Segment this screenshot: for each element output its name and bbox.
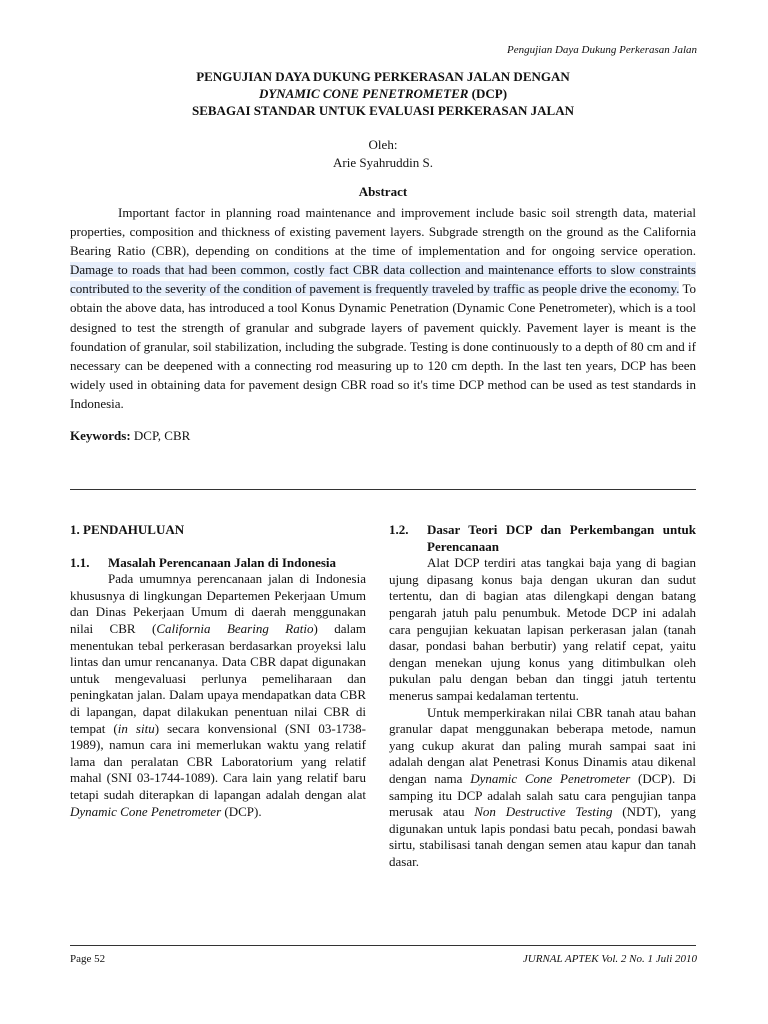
title-line-1: PENGUJIAN DAYA DUKUNG PERKERASAN JALAN DENGAN [196, 69, 570, 84]
paragraph [70, 571, 366, 820]
paper-title [70, 68, 696, 119]
keywords-label: Keywords: [70, 428, 131, 443]
running-header: Pengujian Daya Dukung Perkerasan Jalan [506, 44, 697, 56]
abstract-highlighted-text[interactable]: Damage to roads that had been common, costly fact CBR data collection and maintenance efforts to slow constraints contributed to the severity of the condition of pavement is frequently traveled by traffic as people drive the economy. [70, 262, 696, 297]
subsection-title: Masalah Perencanaan Jalan di Indonesia [108, 554, 337, 570]
author-block [70, 136, 696, 172]
text-run: ) secara konvensional (SNI 03-1738-1989), namun cara ini memerlukan waktu yang relatif lama dan peralatan CBR Laboratorium yang relatif mahal (SNI 03-1744-1089). Cara lain yang relatif baru tetapi sudah diterapkan di lapangan adalah dengan alat [70, 720, 366, 802]
subsection-number: 1.1. [70, 554, 90, 570]
subsection-heading-1-1 [70, 555, 366, 572]
keywords-value: DCP, CBR [130, 428, 191, 443]
abstract-part-1: Important factor in planning road maintenance and improvement include basic soil strength data, material properties, composition and thickness of existing pavement layers. Subgrade strength on the ground as the California Bearing Ratio (CBR), depending on conditions at the time of implementation and for ongoing service operation. [70, 205, 696, 259]
italic-run: Non Destructive Testing [474, 804, 613, 820]
italic-run: Dynamic Cone Penetrometer [470, 770, 631, 786]
right-column [389, 522, 696, 870]
journal-citation: JURNAL APTEK Vol. 2 No. 1 Juli 2010 [522, 953, 697, 965]
subsection-number: 1.2. [389, 522, 409, 537]
text-run: Untuk memperkirakan nilai CBR tanah atau bahan granular dapat menggunakan beberapa metode, namun yang cukup akurat dan paling murah sampai saat ini adalah dengan alat Penetrasi Konus Dinamis atau dikenal dengan nama [389, 704, 696, 786]
section-heading-pendahuluan: 1. PENDAHULUAN [70, 522, 185, 537]
italic-run: in situ [117, 720, 155, 736]
text-run: ) dalam menentukan tebal perkerasan berdasarkan proyeksi lalu lintas dan umur rencananya. Data CBR dapat digunakan untuk mengevaluasi perlunya pemeliharaan dan peningkatan jalan. Dalam upaya mendapatkan data CBR di lapangan, dapat dilakukan penentuan nilai CBR di tempat ( [70, 620, 367, 736]
text-run: (DCP). [221, 803, 262, 819]
paragraph: Alat DCP terdiri atas tangkai baja yang di bagian ujung dipasang konus baja dengan ukuran dan sudut tertentu, dan di bagian atas dilengkapi dengan batang pengarah jatuh palu penumbuk. Metode DCP ini adalah cara pengujian kekuatan lapisan perkerasan jalan (tanah dasar, pondasi bahan berbutir) yang relatif cepat, yaitu dengan menekan ujung konus yang ditimbulkan oleh pukulan palu dengan beban dan tinggi jatuh tertentu menerus sampai kedalaman tertentu. [389, 555, 696, 703]
page-number: Page 52 [70, 953, 106, 965]
author-name: Arie Syahruddin S. [332, 155, 434, 170]
title-line-2 [70, 85, 696, 102]
abstract-body [70, 203, 696, 413]
text-run: (NDT), yang digunakan untuk lapis pondasi batu pecah, pondasi bawah sirtu, stabilisasi tanah dengan semen atau kapur dan tanah dasar. [389, 804, 696, 869]
by-label: Oleh: [368, 137, 398, 152]
italic-run: Dynamic Cone Penetrometer [70, 803, 222, 819]
left-column [70, 522, 366, 820]
title-italic-part: DYNAMIC CONE PENETROMETER [258, 86, 469, 101]
italic-run: California Bearing Ratio [156, 620, 314, 636]
text-run: Pada umumnya perencanaan jalan di Indonesia khususnya di lingkungan Departemen Pekerjaan Umum dan Dinas Pekerjaan Umum di daerah menggunakan nilai CBR ( [70, 571, 366, 636]
abstract-part-2: To obtain the above data, has introduced a tool Konus Dynamic Penetration (Dynamic Cone Penetrometer), which is a tool designed to test the strength of granular and subgrade layers of pavement quickly. Pavement layer is meant is the foundation of granular, soil stabilization, including the subgrade. Testing is done continuously to a depth of 80 cm and if necessary can be deepened with a connecting rod measuring up to 120 cm depth. In the last ten years, DCP has been widely used in obtaining data for pavement design CBR road so it's time DCP method can be used as test standards in Indonesia. [70, 281, 696, 411]
subsection-heading-1-2 [389, 522, 696, 555]
header-divider [70, 489, 696, 490]
title-line-2-rest: (DCP) [468, 86, 508, 101]
paragraph [389, 705, 696, 871]
title-line-3: SEBAGAI STANDAR UNTUK EVALUASI PERKERASAN JALAN [191, 103, 574, 118]
keywords [70, 428, 190, 444]
text-run: (DCP). Di samping itu DCP adalah salah satu cara pengujian tanpa merusak atau [389, 770, 696, 820]
footer-divider [70, 945, 696, 946]
abstract-heading: Abstract [358, 184, 408, 199]
subsection-title: Dasar Teori DCP dan Perkembangan untuk Perencanaan [427, 522, 696, 554]
